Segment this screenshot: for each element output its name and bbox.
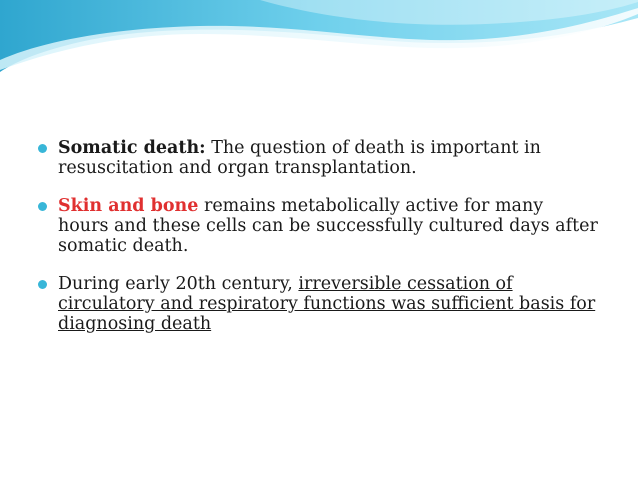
bullet-underlined-text: irreversible cessation of circulatory and respiratory functions was sufficient basis for diagnosing death — [58, 274, 596, 334]
bullet-label: Somatic death: — [58, 138, 206, 158]
bullet-item-skin-and-bone — [38, 196, 598, 256]
bullet-text: The question of death is important in resuscitation and organ transplantation. — [58, 138, 541, 178]
wave-header-decoration — [0, 0, 638, 80]
bullet-lead-text: During early 20th century, — [58, 274, 299, 294]
slide-content — [38, 138, 598, 352]
bullet-icon — [38, 202, 47, 211]
bullet-icon — [38, 280, 47, 289]
bullet-item-early-20th-century — [38, 274, 598, 334]
bullet-label-highlight: Skin and bone — [58, 196, 199, 216]
bullet-text: remains metabolically active for many hours and these cells can be successfully cultured days after somatic death. — [58, 196, 598, 256]
bullet-icon — [38, 144, 47, 153]
bullet-item-somatic-death — [38, 138, 598, 178]
